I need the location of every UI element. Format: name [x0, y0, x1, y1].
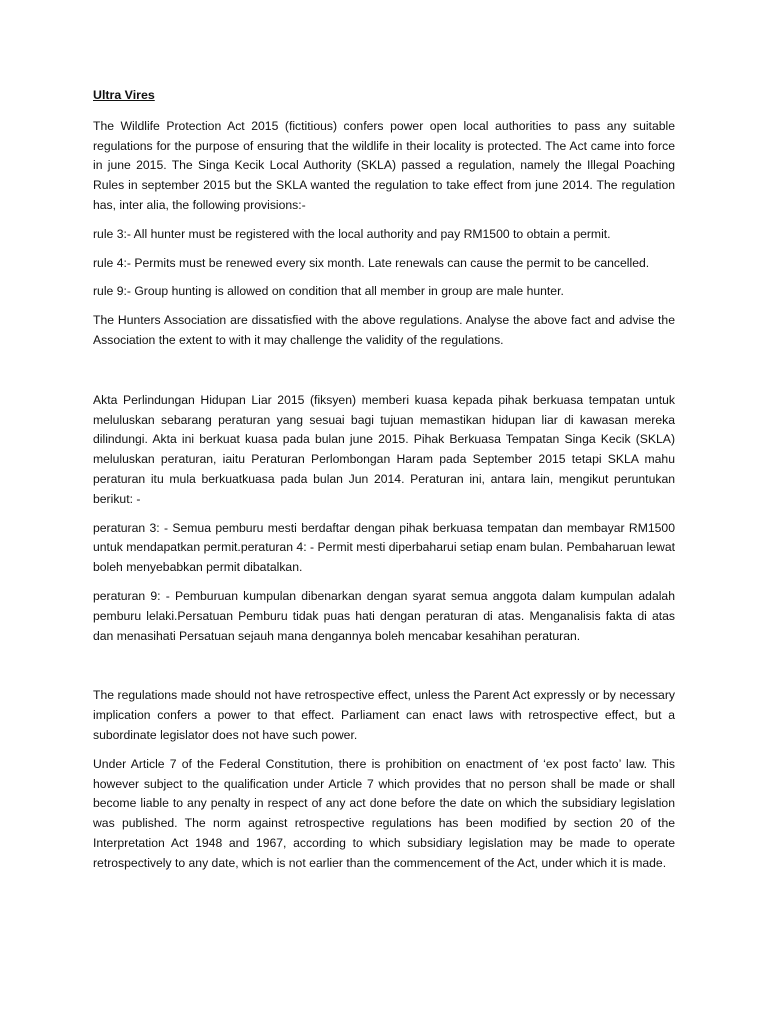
- question-en-task: The Hunters Association are dissatisfied with the above regulations. Analyse the above fact and advise the Association the extent to with it may challenge the validity of the regulations.: [93, 313, 675, 347]
- question-ms-rules-3-4: peraturan 3: - Semua pemburu mesti berdaftar dengan pihak berkuasa tempatan dan membayar RM1500 untuk mendapatkan permit.peraturan 4: - Permit mesti diperbaharui setiap enam bulan. Pembaharuan lewat boleh menyebabkan permit dibatalkan.: [93, 520, 675, 575]
- section-spacer: [93, 655, 675, 686]
- question-en-rule-9: rule 9:- Group hunting is allowed on condition that all member in group are male hunter.: [93, 284, 564, 299]
- question-en-rule-3: rule 3:- All hunter must be registered with the local authority and pay RM1500 to obtain a permit.: [93, 226, 611, 241]
- question-ms-intro: Akta Perlindungan Hidupan Liar 2015 (fiksyen) memberi kuasa kepada pihak berkuasa tempatan untuk meluluskan sebarang peraturan yang sesuai bagi tujuan memastikan hidupan liar di kawasan mereka dilindungi. Akta ini berkuat kuasa pada bulan june 2015. Pihak Berkuasa Tempatan Singa Kecik (SKLA) meluluskan peraturan, iaitu Peraturan Perlombongan Haram pada September 2015 tetapi SKLA mahu peraturan itu mula berkuatkuasa pada bulan Jun 2014. Peraturan ini, antara lain, mengikut peruntukan berikut: -: [93, 392, 675, 506]
- document-page: [93, 86, 675, 883]
- answer-article-7: Under Article 7 of the Federal Constitution, there is prohibition on enactment of ‘ex post facto’ law. This however subject to the qualification under Article 7 which provides that no person shall be made or shall become liable to any penalty in respect of any act done before the date on which the subsidiary legislation was published. The norm against retrospective regulations has been modified by section 20 of the Interpretation Act 1948 and 1967, according to which subsidiary legislation may be made to operate retrospectively to any date, which is not earlier than the commencement of the Act, under which it is made.: [93, 756, 675, 870]
- document-title: Ultra Vires: [93, 88, 155, 102]
- answer-retrospective: The regulations made should not have retrospective effect, unless the Parent Act expressly or by necessary implication confers a power to that effect. Parliament can enact laws with retrospective effect, but a subordinate legislator does not have such power.: [93, 688, 675, 742]
- question-en-intro: The Wildlife Protection Act 2015 (fictitious) confers power open local authorities to pass any suitable regulations for the purpose of ensuring that the wildlife in their locality is protected. The Act came into force in june 2015. The Singa Kecik Local Authority (SKLA) passed a regulation, namely the Illegal Poaching Rules in september 2015 but the SKLA wanted the regulation to take effect from june 2014. The regulation has, inter alia, the following provisions:-: [93, 118, 675, 212]
- section-spacer: [93, 360, 675, 391]
- question-ms-rule-9-task: peraturan 9: - Pemburuan kumpulan dibenarkan dengan syarat semua anggota dalam kumpulan adalah pemburu lelaki.Persatuan Pemburu tidak puas hati dengan peraturan di atas. Menganalisis fakta di atas dan menasihati Persatuan sejauh mana dengannya boleh mencabar kesahihan peraturan.: [93, 588, 675, 643]
- question-en-rule-4: rule 4:- Permits must be renewed every six month. Late renewals can cause the permit to be cancelled.: [93, 255, 650, 270]
